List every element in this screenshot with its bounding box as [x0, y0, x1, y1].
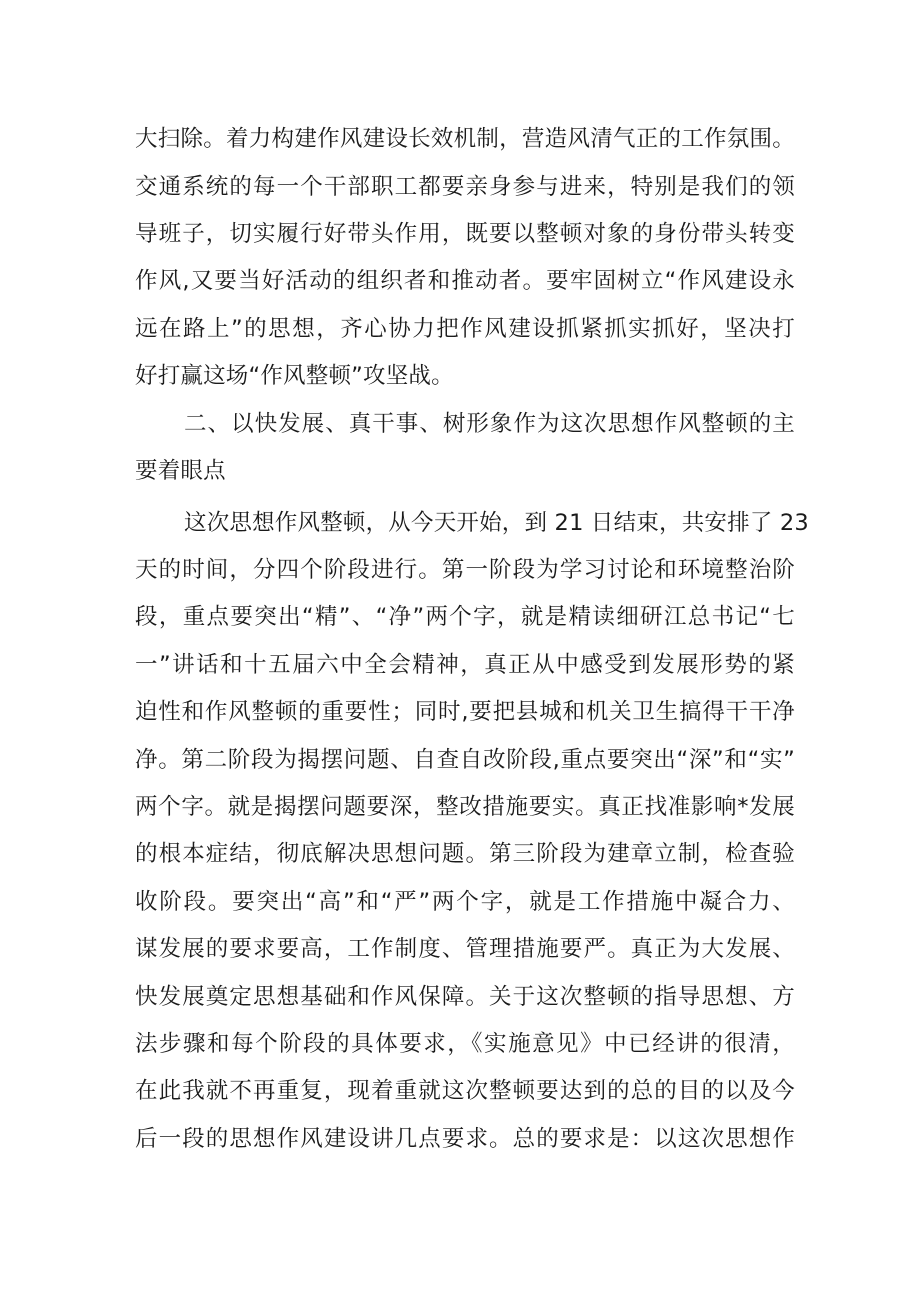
paragraph-line: 谋发展的要求要高，工作制度、管理措施要严。真正为大发展、: [135, 936, 795, 962]
section-heading-line: 二、以快发展、真干事、树形象作为这次思想作风整顿的主: [184, 411, 795, 437]
section-heading-line: 要着眼点: [135, 458, 226, 484]
paragraph-line: 天的时间，分四个阶段进行。第一阶段为学习讨论和环境整治阶: [135, 557, 795, 583]
paragraph-line: 两个字。就是揭摆问题要深，整改措施要实。真正找准影响*发展: [135, 794, 795, 820]
paragraph-line: 大扫除。着力构建作风建设长效机制，营造风清气正的工作氛围。: [135, 126, 795, 152]
paragraph-line: 的根本症结，彻底解决思想问题。第三阶段为建章立制，检查验: [135, 841, 795, 867]
paragraph-line: 快发展奠定思想基础和作风保障。关于这次整顿的指导思想、方: [135, 984, 795, 1010]
paragraph-line: 后一段的思想作风建设讲几点要求。总的要求是：以这次思想作: [135, 1126, 795, 1152]
paragraph-line: 迫性和作风整顿的重要性；同时,要把县城和机关卫生搞得干干净: [135, 699, 795, 725]
paragraph-line: 净。第二阶段为揭摆问题、自查自改阶段,重点要突出“深”和“实”: [135, 747, 795, 773]
paragraph-line: 作风,又要当好活动的组织者和推动者。要牢固树立“作风建设永: [135, 268, 795, 294]
paragraph-line: 段，重点要突出“精”、“净”两个字，就是精读细研江总书记“七: [135, 604, 795, 630]
paragraph-line: 在此我就不再重复，现着重就这次整顿要达到的总的目的以及今: [135, 1078, 795, 1104]
paragraph-line: 导班子，切实履行好带头作用，既要以整顿对象的身份带头转变: [135, 221, 795, 247]
paragraph-line: 这次思想作风整顿，从今天开始，到 21 日结束，共安排了 23: [184, 510, 809, 536]
paragraph-line: 收阶段。要突出“高”和“严”两个字，就是工作措施中凝合力、: [135, 889, 795, 915]
paragraph-line: 交通系统的每一个干部职工都要亲身参与进来，特别是我们的领: [135, 174, 795, 200]
paragraph-line: 远在路上”的思想，齐心协力把作风建设抓紧抓实抓好，坚决打: [135, 316, 795, 342]
paragraph-line: 好打赢这场“作风整顿”攻坚战。: [135, 363, 454, 389]
paragraph-line: 法步骤和每个阶段的具体要求，《实施意见》中已经讲的很清，: [135, 1031, 795, 1057]
paragraph-line: 一”讲话和十五届六中全会精神，真正从中感受到发展形势的紧: [135, 652, 795, 678]
